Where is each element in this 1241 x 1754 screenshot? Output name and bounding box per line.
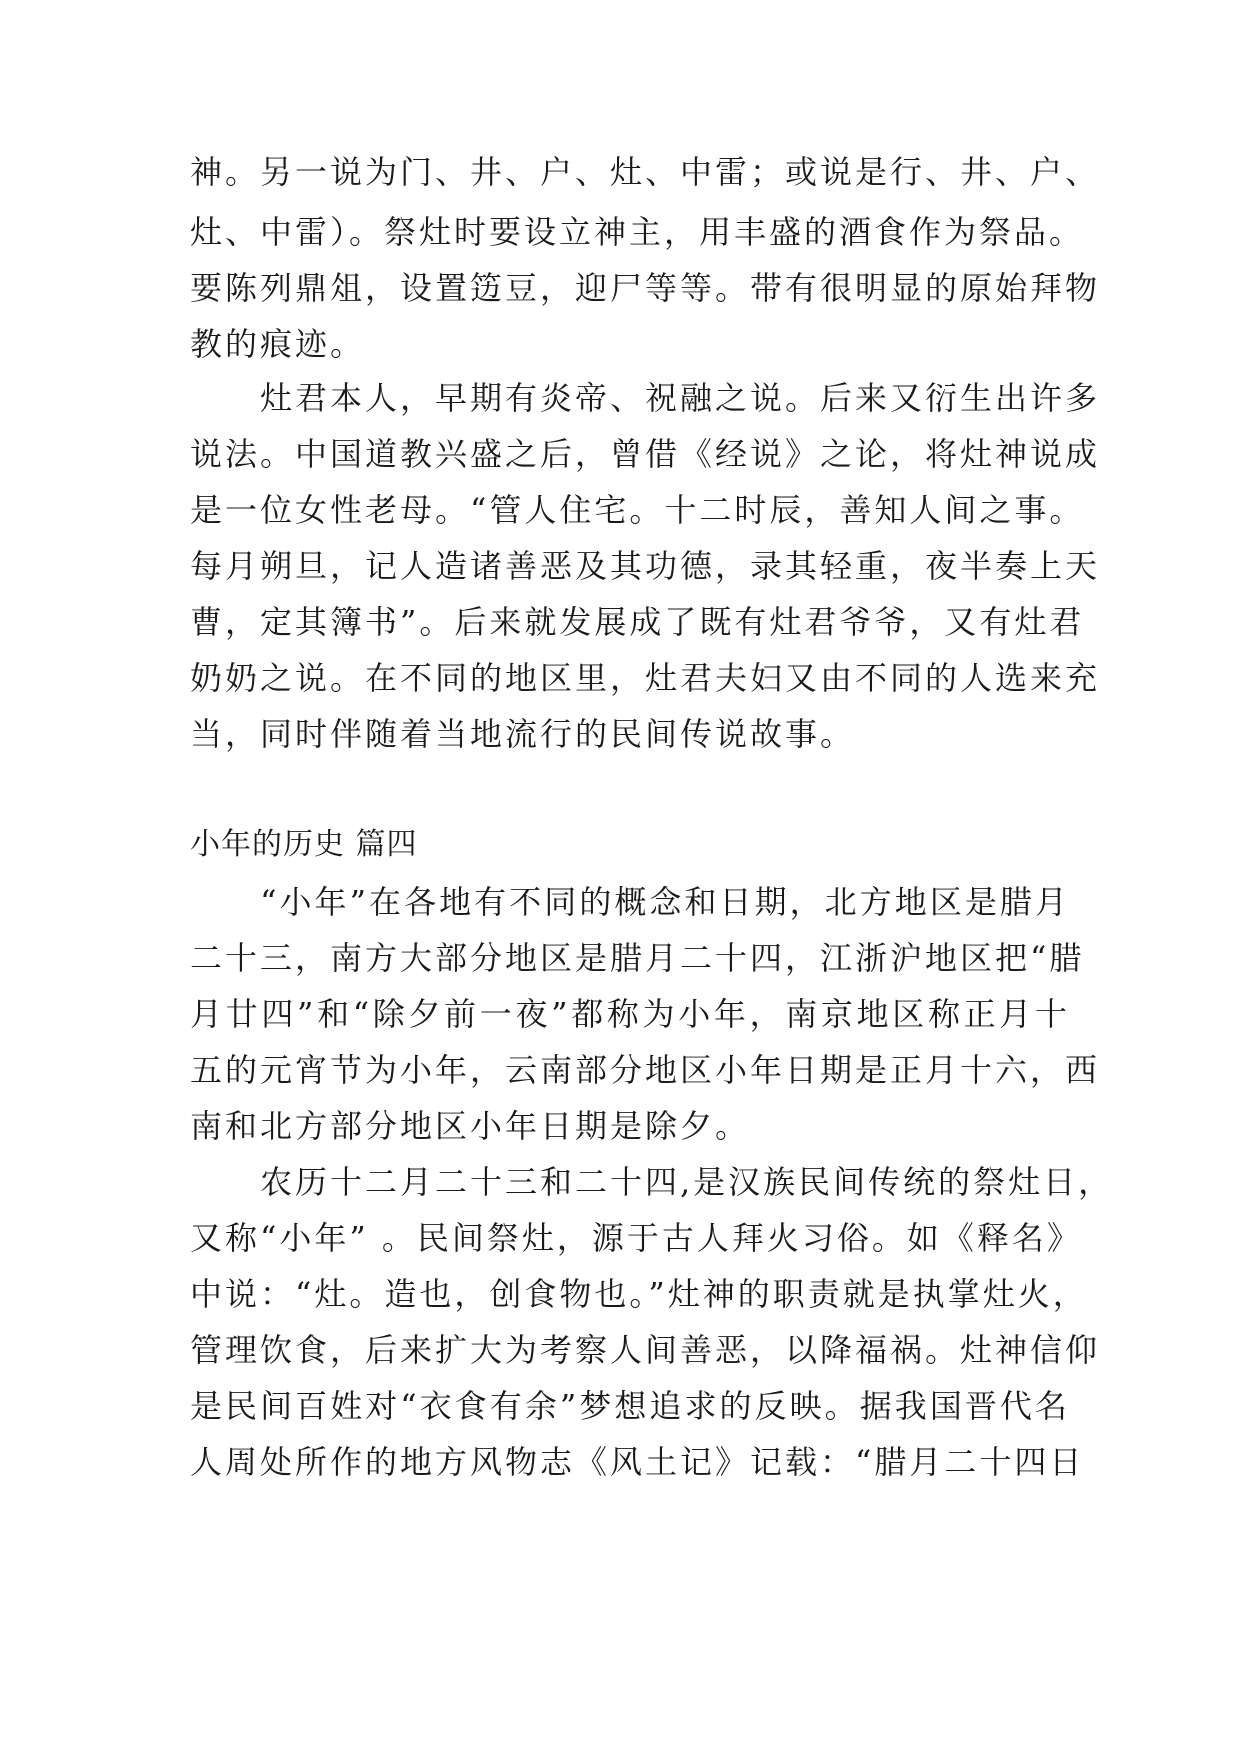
paragraph-line: 奶奶之说。在不同的地区里，灶君夫妇又由不同的人选来充 [190, 659, 1101, 697]
paragraph-line: 管理饮食，后来扩大为考察人间善恶，以降福祸。灶神信仰 [190, 1331, 1101, 1369]
paragraph-line: 农历十二月二十三和二十四,是汉族民间传统的祭灶日， [190, 1163, 1114, 1201]
paragraph-line: 中说：“灶。造也，创食物也。”灶神的职责就是执掌灶火， [190, 1275, 1088, 1313]
paragraph-line: 二十三，南方大部分地区是腊月二十四，江浙沪地区把“腊 [190, 939, 1085, 977]
paragraph-line: 曹，定其簿书”。后来就发展成了既有灶君爷爷，又有灶君 [190, 603, 1085, 641]
paragraph-line: 当，同时伴随着当地流行的民间传说故事。 [190, 715, 856, 753]
paragraph-line: 是一位女性老母。“管人住宅。十二时辰，善知人间之事。 [190, 491, 1085, 529]
paragraph-line: 五的元宵节为小年，云南部分地区小年日期是正月十六，西 [190, 1051, 1101, 1089]
paragraph-line: 南和北方部分地区小年日期是除夕。 [190, 1107, 751, 1145]
paragraph-line: 神。另一说为门、井、户、灶、中雷；或说是行、井、户、 [190, 153, 1101, 191]
paragraph-line: “小年”在各地有不同的概念和日期，北方地区是腊月 [190, 883, 1070, 921]
section-heading: 小年的历史 篇四 [190, 827, 418, 862]
paragraph-line: 是民间百姓对“衣食有余”梦想追求的反映。据我国晋代名 [190, 1387, 1070, 1425]
paragraph-line: 说法。中国道教兴盛之后，曾借《经说》之论，将灶神说成 [190, 435, 1101, 473]
paragraph-line: 灶、中雷）。祭灶时要设立神主，用丰盛的酒食作为祭品。 [190, 213, 1085, 251]
paragraph-line: 每月朔旦，记人造诸善恶及其功德，录其轻重，夜半奏上天 [190, 547, 1101, 585]
paragraph-line: 教的痕迹。 [190, 325, 366, 363]
paragraph-line: 要陈列鼎俎，设置笾豆，迎尸等等。带有很明显的原始拜物 [190, 269, 1101, 307]
paragraph-line: 灶君本人，早期有炎帝、祝融之说。后来又衍生出许多 [190, 379, 1101, 417]
paragraph-line: 人周处所作的地方风物志《风土记》记载：“腊月二十四日 [190, 1443, 1085, 1481]
paragraph-line: 月廿四”和“除夕前一夜”都称为小年，南京地区称正月十 [190, 995, 1070, 1033]
paragraph-line: 又称“小年” 。民间祭灶，源于古人拜火习俗。如《释名》 [190, 1219, 1082, 1257]
